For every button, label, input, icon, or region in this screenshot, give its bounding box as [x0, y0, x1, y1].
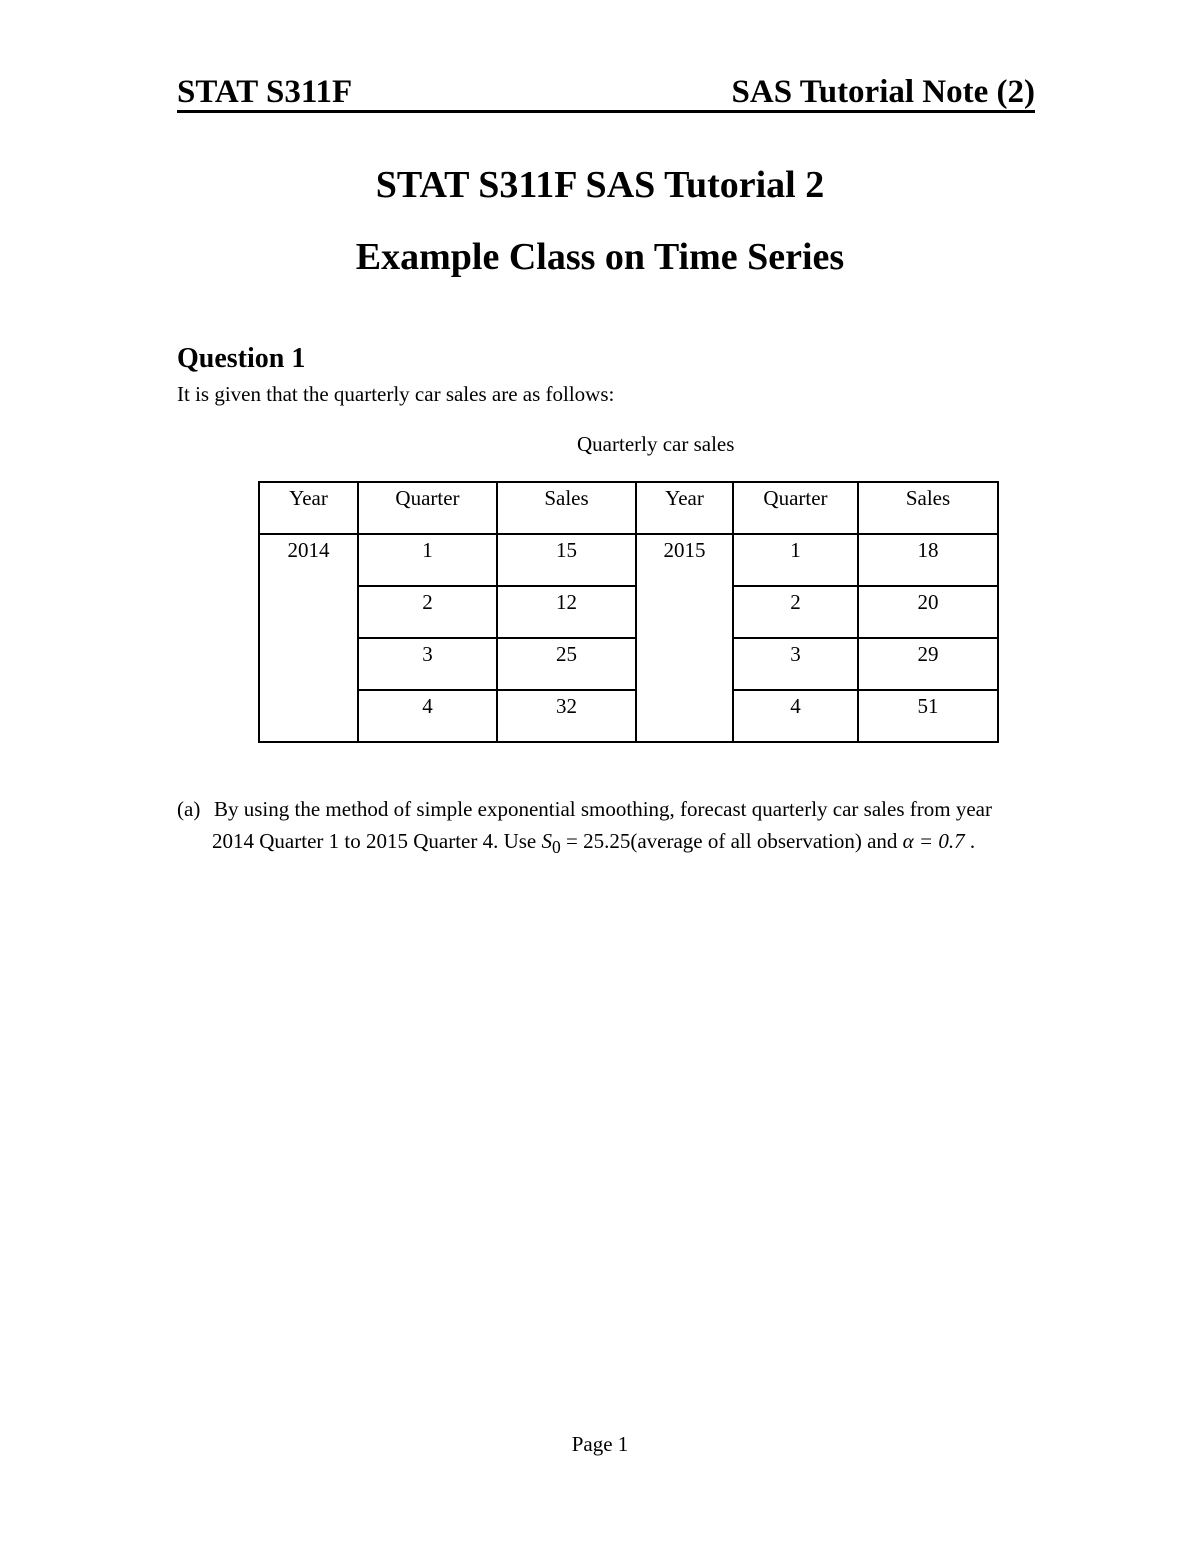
table-header-row: [259, 482, 998, 534]
s-value: = 25.25: [560, 829, 631, 853]
header-cell: Year: [259, 482, 358, 534]
quarter-cell: 1: [358, 534, 497, 586]
quarter-cell: 2: [358, 586, 497, 638]
part-a-end: .: [969, 829, 976, 853]
quarter-cell: 4: [358, 690, 497, 742]
header-cell: Year: [636, 482, 733, 534]
header-cell: Sales: [858, 482, 998, 534]
year-cell: 2015: [636, 534, 733, 742]
part-a-label: (a): [177, 797, 201, 821]
part-a-text: [212, 793, 1007, 863]
s-symbol: S: [541, 829, 552, 853]
alpha-value: α = 0.7: [902, 829, 965, 853]
header-cell: Quarter: [358, 482, 497, 534]
sales-cell: 29: [858, 638, 998, 690]
quarter-cell: 1: [733, 534, 858, 586]
part-a-text-1: By using the method of simple exponential smoothing, forecast quarterly car sales from year 2014 Quarter 1 to 2015 Quarter 4. Use: [212, 797, 992, 853]
question-heading: Question 1: [177, 343, 306, 374]
table-caption: Quarterly car sales: [577, 432, 735, 456]
document-title: STAT S311F SAS Tutorial 2: [375, 164, 825, 206]
table-row: [259, 586, 998, 638]
sales-cell: 12: [497, 586, 636, 638]
header-course: STAT S311F: [177, 74, 353, 110]
header-note-title: SAS Tutorial Note (2): [731, 74, 1035, 110]
table-row: [259, 690, 998, 742]
sales-cell: 51: [858, 690, 998, 742]
quarter-cell: 2: [733, 586, 858, 638]
part-a: [177, 793, 1007, 863]
table-row: [259, 534, 998, 586]
question-intro: It is given that the quarterly car sales are as follows:: [177, 382, 615, 406]
year-cell: 2014: [259, 534, 358, 742]
quarter-cell: 4: [733, 690, 858, 742]
sales-cell: 18: [858, 534, 998, 586]
part-a-text-2: (average of all observation) and: [630, 829, 898, 853]
s-subscript: 0: [552, 837, 561, 858]
sales-cell: 15: [497, 534, 636, 586]
page-header: [177, 70, 1035, 113]
sales-cell: 20: [858, 586, 998, 638]
table-row: [259, 638, 998, 690]
document-subtitle: Example Class on Time Series: [355, 236, 845, 278]
header-cell: Quarter: [733, 482, 858, 534]
sales-table: [258, 481, 999, 743]
quarter-cell: 3: [358, 638, 497, 690]
header-cell: Sales: [497, 482, 636, 534]
sales-cell: 32: [497, 690, 636, 742]
sales-cell: 25: [497, 638, 636, 690]
quarter-cell: 3: [733, 638, 858, 690]
page-number: Page 1: [571, 1432, 629, 1456]
